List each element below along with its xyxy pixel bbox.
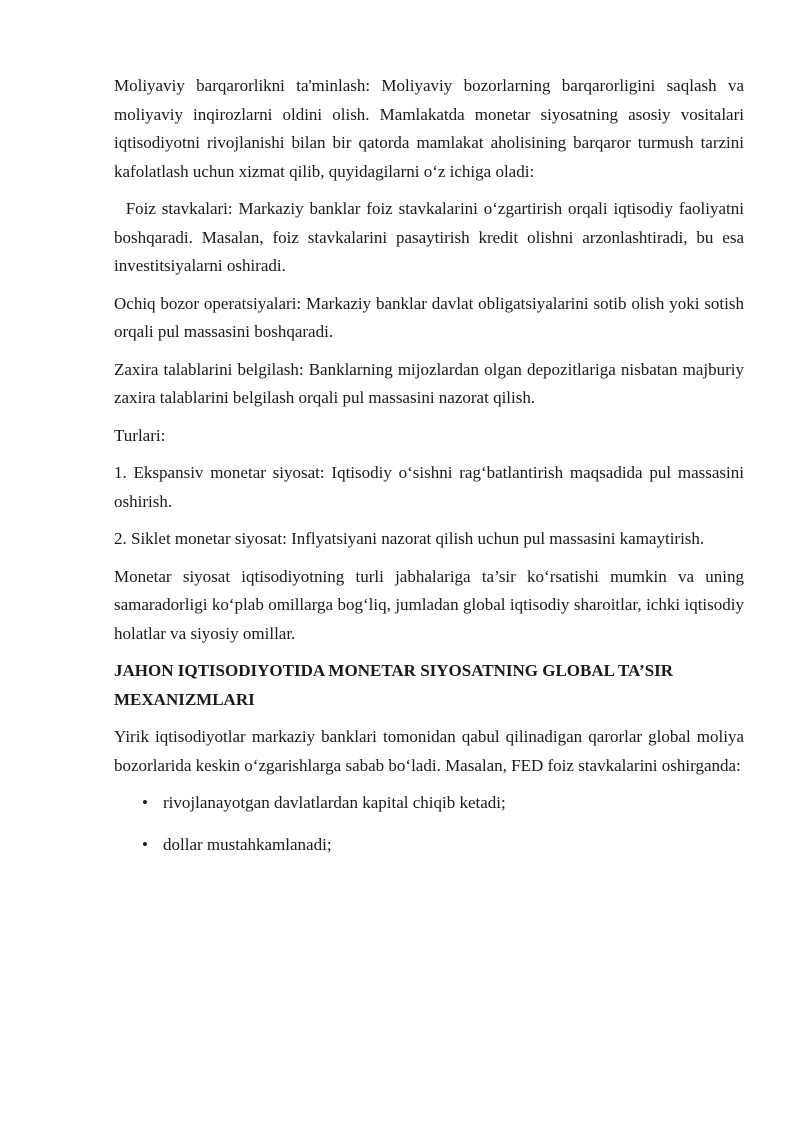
list-item-text: rivojlanayotgan davlatlardan kapital chiqib ketadi;: [163, 793, 506, 812]
paragraph-contractionary-policy: 2. Siklet monetar siyosat: Inflyatsiyani nazorat qilish uchun pul massasini kamaytirish.: [114, 529, 705, 548]
bullet-icon: •: [142, 793, 148, 812]
paragraph-fed-decisions: Yirik iqtisodiyotlar markaziy banklari tomonidan qabul qilinadigan qarorlar global moliya bozorlarida keskin o‘zgarishlarga sabab bo‘ladi. Masalan, FED foiz stavkalarini oshirganda:: [114, 727, 744, 775]
paragraph-policy-effects: Monetar siyosat iqtisodiyotning turli jabhalariga ta’sir ko‘rsatishi mumkin va uning samaradorligi ko‘plab omillarga bog‘liq, jumladan global iqtisodiy sharoitlar, ichki iqtisodiy holatlar va siyosiy omillar.: [114, 566, 744, 643]
list-item-text: dollar mustahkamlanadi;: [163, 834, 332, 854]
bullet-icon: •: [142, 834, 148, 854]
paragraph-open-market-operations: Ochiq bozor operatsiyalari: Markaziy banklar davlat obligatsiyalarini sotib olish yoki sotish orqali pul massasini boshqaradi.: [114, 293, 744, 341]
list-item: [114, 789, 744, 818]
paragraph-types-label: Turlari:: [114, 425, 166, 445]
paragraph-expansionary-policy: 1. Ekspansiv monetar siyosat: Iqtisodiy o‘sishni rag‘batlantirish maqsadida pul massasini oshirish.: [114, 463, 744, 511]
paragraph-financial-stability: Moliyaviy barqarorlikni ta'minlash: Moliyaviy bozorlarning barqarorligini saqlash va moliyaviy inqirozlarni oldini olish. Mamlakatda monetar siyosatning asosiy vositalari iqtisodiyotni rivojlanishi bilan bir qatorda mamlakat aholisining barqaror turmush tarzini kafolatlash uchun xizmat qilib, quyidagilarni o‘z ichiga oladi:: [114, 76, 744, 181]
list-item: [114, 831, 744, 860]
document-page: [114, 72, 749, 872]
bullet-list: [114, 789, 744, 859]
paragraph-interest-rates: Foiz stavkalari: Markaziy banklar foiz stavkalarini o‘zgartirish orqali iqtisodiy faoliyatni boshqaradi. Masalan, foiz stavkalarini pasaytirish kredit olishni arzonlashtiradi, bu esa investitsiyalarni oshiradi.: [114, 199, 749, 275]
paragraph-reserve-requirements: Zaxira talablarini belgilash: Banklarning mijozlardan olgan depozitlariga nisbatan majburiy zaxira talablarini belgilash orqali pul massasini nazorat qilish.: [114, 359, 744, 407]
section-heading: JAHON IQTISODIYOTIDA MONETAR SIYOSATNING GLOBAL TA’SIR MEXANIZMLARI: [114, 661, 674, 709]
